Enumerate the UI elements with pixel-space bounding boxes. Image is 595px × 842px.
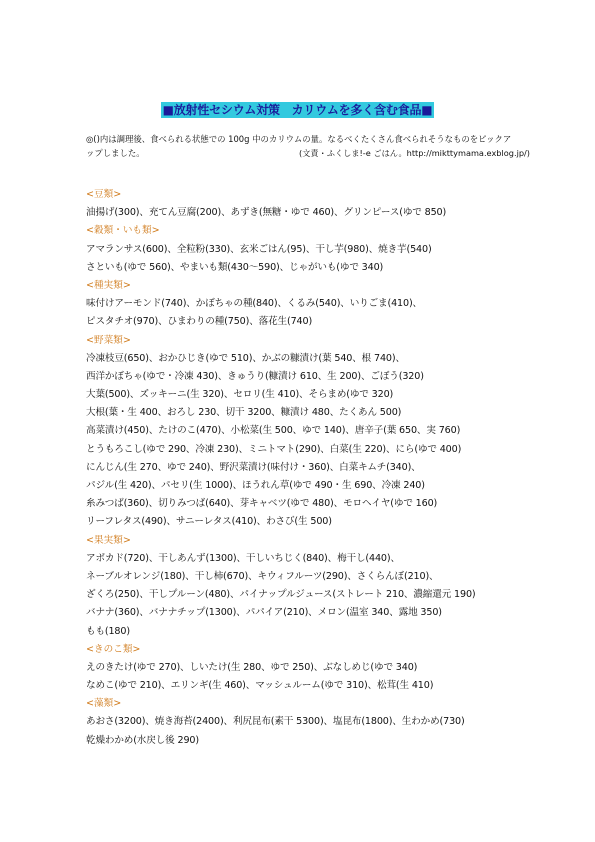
food-line: なめこ(ゆで 210)、エリンギ(生 460)、マッシュルーム(ゆで 310)、松茸(生 410) — [86, 680, 434, 692]
food-line: えのきたけ(ゆで 270)、しいたけ(生 280、ゆで 250)、ぶなしめじ(ゆで 340) — [86, 661, 418, 673]
food-line: リーフレタス(490)、サニーレタス(410)、わさび(生 500) — [86, 516, 332, 528]
food-line: さといも(ゆで 560)、やまいも類(430～590)、じゃがいも(ゆで 340) — [86, 261, 384, 273]
food-line: もも(180) — [86, 625, 130, 637]
intro-line-1: ◎()内は調理後、食べられる状態での 100g 中のカリウムの量。なるべくたくさん食べられそうなものをピックア — [86, 134, 512, 144]
food-line: にんじん(生 270、ゆで 240)、野沢菜漬け(味付け・360)、白菜キムチ(340)、 — [86, 461, 421, 473]
food-line: 油揚げ(300)、充てん豆腐(200)、あずき(無糖・ゆで 460)、グリンピース(ゆで 850) — [86, 207, 447, 219]
food-line: ネーブルオレンジ(180)、干し柿(670)、キウィフルーツ(290)、さくらんぼ(210)、 — [86, 570, 439, 582]
section-heading: <種実類> — [86, 279, 131, 291]
section-heading: <藻類> — [86, 698, 122, 710]
food-list — [86, 186, 566, 750]
section-heading: <きのこ類> — [86, 643, 141, 655]
food-line: アボカド(720)、干しあんず(1300)、干しいちじく(840)、梅干し(440)、 — [86, 552, 400, 564]
section-heading: <果実類> — [86, 534, 131, 546]
food-line: とうもろこし(ゆで 290、冷凍 230)、ミニトマト(290)、白菜(生 220)、にら(ゆで 400) — [86, 443, 462, 455]
document-title: ■放射性セシウム対策 カリウムを多く含む食品■ — [162, 103, 433, 117]
food-line: ピスタチオ(970)、ひまわりの種(750)、落花生(740) — [86, 316, 313, 328]
food-line: アマランサス(600)、全粒粉(330)、玄米ごはん(95)、干し芋(980)、焼き芋(540) — [86, 243, 432, 255]
document-title-wrap — [0, 99, 595, 118]
food-line: 高菜漬け(450)、たけのこ(470)、小松菜(生 500、ゆで 140)、唐辛子(葉 650、実 760) — [86, 425, 461, 437]
section-heading: <野菜類> — [86, 334, 131, 346]
food-line: 西洋かぼちゃ(ゆで・冷凍 430)、きゅうり(糠漬け 610、生 200)、ごぼう(320) — [86, 370, 424, 382]
intro-line-2: ップしました。 — [86, 148, 145, 158]
section-heading: <穀類・いも類> — [86, 225, 160, 237]
food-line: 大根(葉・生 400、おろし 230、切干 3200、糠漬け 480、たくあん 500) — [86, 407, 402, 419]
food-line: 冷凍枝豆(650)、おかひじき(ゆで 510)、かぶの糠漬け(葉 540、根 740)、 — [86, 352, 405, 364]
food-line: ざくろ(250)、干しプルーン(480)、パイナップルジュース(ストレート 210、濃縮還元 190) — [86, 589, 476, 601]
food-line: 味付けアーモンド(740)、かぼちゃの種(840)、くるみ(540)、いりごま(410)、 — [86, 298, 422, 310]
food-line: 大葉(500)、ズッキーニ(生 320)、セロリ(生 410)、そらまめ(ゆで 320) — [86, 389, 394, 401]
section-heading: <豆類> — [86, 189, 122, 200]
food-line: あおさ(3200)、焼き海苔(2400)、利尻昆布(素干 5300)、塩昆布(1800)、生わかめ(730) — [86, 716, 465, 728]
intro-paragraph — [86, 132, 530, 160]
food-line: 糸みつば(360)、切りみつば(640)、芽キャベツ(ゆで 480)、モロヘイヤ(ゆで 160) — [86, 498, 438, 510]
food-line: パジル(生 420)、パセリ(生 1000)、ほうれん草(ゆで 490・生 690、冷凍 240) — [86, 480, 425, 491]
food-line: 乾燥わかめ(水戻し後 290) — [86, 734, 199, 746]
source-credit: (文責・ふくしま!-e ごはん。http://mikttymama.exblog.jp/) — [299, 148, 530, 158]
food-line: バナナ(360)、バナナチップ(1300)、パパイア(210)、メロン(温室 340、露地 350) — [86, 607, 442, 619]
